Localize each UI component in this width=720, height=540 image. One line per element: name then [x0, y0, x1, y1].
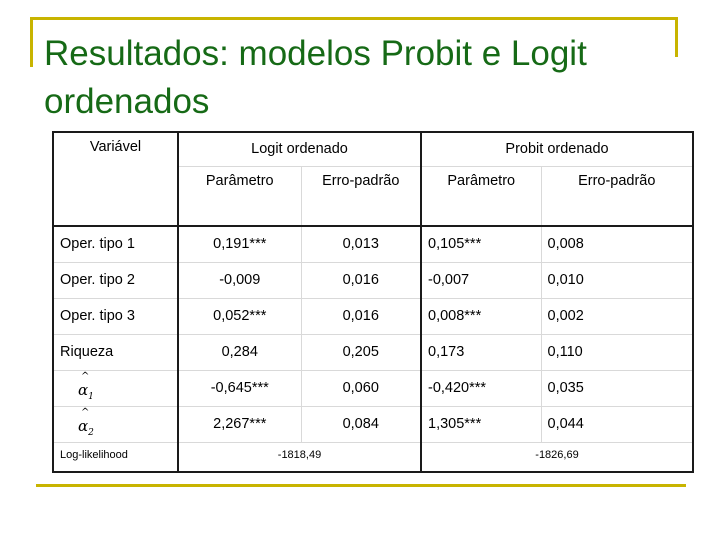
header-logit: Logit ordenado [178, 132, 421, 166]
slide-title: Resultados: modelos Probit e Logit ordenados [44, 34, 587, 121]
loglik-logit: -1818,49 [178, 442, 421, 472]
logit-se: 0,013 [301, 226, 421, 262]
table-row-loglik [53, 442, 693, 472]
table-row [53, 226, 693, 262]
probit-se: 0,110 [541, 334, 693, 370]
probit-param: -0,420*** [421, 370, 541, 406]
probit-se: 0,044 [541, 406, 693, 442]
probit-se: 0,008 [541, 226, 693, 262]
loglik-probit: -1826,69 [421, 442, 693, 472]
loglik-label: Log-likelihood [53, 442, 178, 472]
probit-param: 0,173 [421, 334, 541, 370]
results-table [52, 131, 694, 473]
header-probit-se: Erro-padrão [541, 166, 693, 226]
alpha1-symbol: ^ $\alpha_1$ [78, 370, 94, 402]
probit-param: 0,008*** [421, 298, 541, 334]
decorative-bottom-line [36, 484, 686, 487]
row-label: Oper. tipo 2 [53, 262, 178, 298]
header-logit-param: Parâmetro [178, 166, 301, 226]
table-header-row-1 [53, 132, 693, 166]
row-label: Oper. tipo 1 [53, 226, 178, 262]
table-row [53, 298, 693, 334]
logit-se: 0,016 [301, 262, 421, 298]
logit-param: 0,052*** [178, 298, 301, 334]
decorative-left-line [30, 17, 33, 67]
logit-param: -0,009 [178, 262, 301, 298]
logit-param: 0,191*** [178, 226, 301, 262]
header-probit: Probit ordenado [421, 132, 693, 166]
header-logit-se: Erro-padrão [301, 166, 421, 226]
logit-se: 0,016 [301, 298, 421, 334]
header-variable: Variável [53, 132, 178, 226]
probit-se: 0,010 [541, 262, 693, 298]
table-row [53, 334, 693, 370]
row-label: Oper. tipo 3 [53, 298, 178, 334]
probit-se: 0,035 [541, 370, 693, 406]
probit-param: 1,305*** [421, 406, 541, 442]
table-row-alpha1 [53, 370, 693, 406]
row-label: Riqueza [53, 334, 178, 370]
probit-param: -0,007 [421, 262, 541, 298]
logit-param: 2,267*** [178, 406, 301, 442]
decorative-top-line [30, 17, 678, 20]
header-probit-param: Parâmetro [421, 166, 541, 226]
probit-se: 0,002 [541, 298, 693, 334]
table-row-alpha2 [53, 406, 693, 442]
logit-se: 0,205 [301, 334, 421, 370]
alpha1-label [53, 370, 178, 406]
logit-param: 0,284 [178, 334, 301, 370]
logit-se: 0,060 [301, 370, 421, 406]
probit-param: 0,105*** [421, 226, 541, 262]
table-row [53, 262, 693, 298]
logit-se: 0,084 [301, 406, 421, 442]
logit-param: -0,645*** [178, 370, 301, 406]
alpha2-label [53, 406, 178, 442]
alpha2-symbol: ^ $\alpha_2$ [78, 406, 94, 438]
